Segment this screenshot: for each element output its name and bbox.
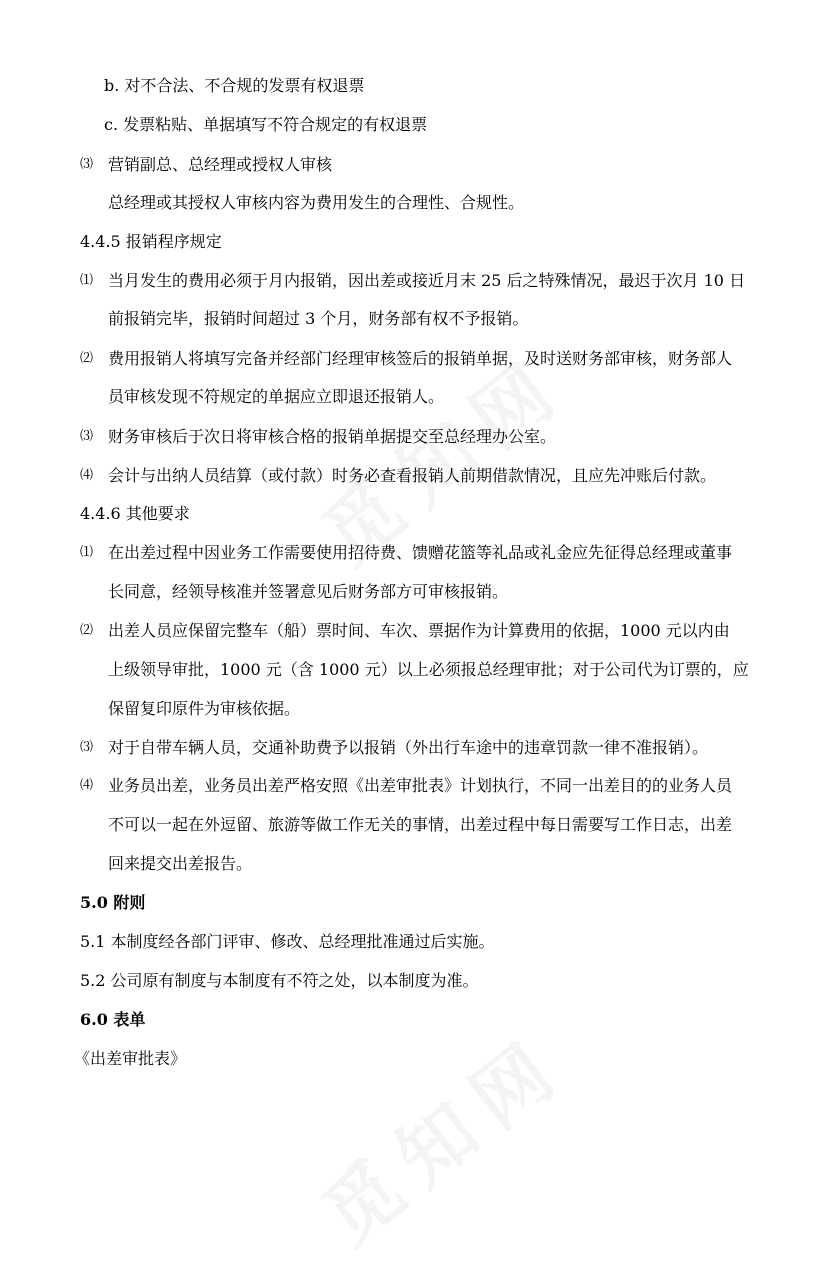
text-line: 员审核发现不符规定的单据应立即退还报销人。: [108, 387, 445, 406]
text-line: 5.2 公司原有制度与本制度有不符之处，以本制度为准。: [80, 971, 479, 990]
text-line: 费用报销人将填写完备并经部门经理审核签后的报销单据，及时送财务部审核，财务部人: [108, 349, 733, 368]
watermark: [296, 1005, 585, 1264]
text-line: 总经理或其授权人审核内容为费用发生的合理性、合规性。: [108, 193, 525, 212]
text-line: 上级领导审批，1000 元（含 1000 元）以上必须报总经理审批；对于公司代为订票的，应: [108, 660, 749, 679]
text-line: 当月发生的费用必须于月内报销，因出差或接近月末 25 后之特殊情况，最迟于次月 10 日: [108, 271, 746, 290]
text-line: 回来提交出差报告。: [108, 854, 253, 873]
text-line: 在出差过程中因业务工作需要使用招待费、馈赠花篮等礼品或礼金应先征得总经理或董事: [108, 543, 733, 562]
text-line: 出差人员应保留完整车（船）票时间、车次、票据作为计算费用的依据，1000 元以内由: [108, 621, 730, 640]
list-number: ⑶: [80, 740, 94, 755]
list-number: ⑷: [80, 468, 94, 483]
text-line: 对于自带车辆人员，交通补助费予以报销（外出行车途中的违章罚款一律不准报销）。: [108, 738, 709, 757]
list-number: ⑴: [80, 545, 94, 560]
section-heading: 5.0 附则: [80, 893, 146, 912]
text-line: b. 对不合法、不合规的发票有权退票: [104, 76, 365, 95]
list-number: ⑵: [80, 351, 94, 366]
section-heading: 6.0 表单: [80, 1010, 146, 1029]
text-line: 不可以一起在外逗留、旅游等做工作无关的事情，出差过程中每日需要写工作日志，出差: [108, 815, 733, 834]
section-heading: 4.4.5 报销程序规定: [80, 232, 222, 251]
text-line: 业务员出差，业务员出差严格安照《出差审批表》计划执行，不同一出差目的的业务人员: [108, 776, 733, 795]
text-line: 长同意，经领导核准并签署意见后财务部方可审核报销。: [108, 582, 509, 601]
text-line: c. 发票粘贴、单据填写不符合规定的有权退票: [104, 115, 428, 134]
list-number: ⑷: [80, 778, 94, 793]
text-line: 营销副总、总经理或授权人审核: [108, 155, 333, 174]
text-line: 会计与出纳人员结算（或付款）时务必查看报销人前期借款情况，且应先冲账后付款。: [108, 466, 717, 485]
text-line: 前报销完毕，报销时间超过 3 个月，财务部有权不予报销。: [108, 309, 529, 328]
list-number: ⑵: [80, 623, 94, 638]
text-line: 保留复印原件为审核依据。: [108, 699, 301, 718]
list-number: ⑶: [80, 429, 94, 444]
list-number: ⑶: [80, 157, 94, 172]
form-reference: 《出差审批表》: [74, 1049, 187, 1068]
section-heading: 4.4.6 其他要求: [80, 504, 190, 523]
text-line: 5.1 本制度经各部门评审、修改、总经理批准通过后实施。: [80, 932, 495, 951]
list-number: ⑴: [80, 273, 94, 288]
text-line: 财务审核后于次日将审核合格的报销单据提交至总经理办公室。: [108, 427, 557, 446]
